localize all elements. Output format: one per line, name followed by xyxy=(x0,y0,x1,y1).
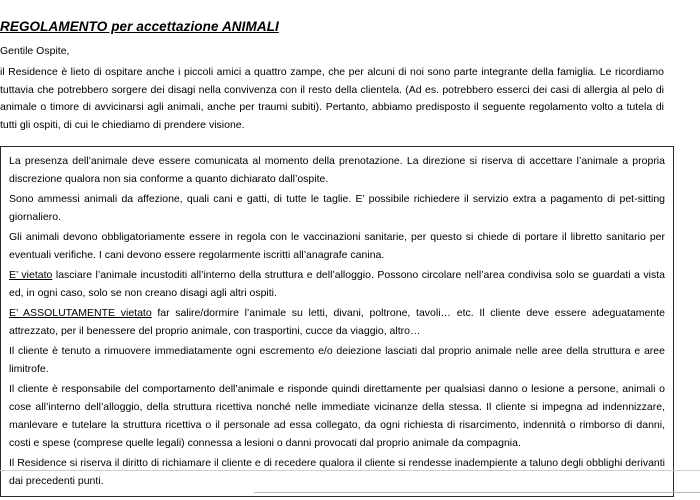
scan-edge-line xyxy=(254,492,700,493)
scan-artifact-line xyxy=(0,470,700,471)
rule-text: Il cliente è tenuto a rimuovere immediatamente ogni escremento e/o deiezione lasciati dal proprio animale nelle aree della struttura e aree limitrofe. xyxy=(9,345,665,375)
rule-text: La presenza dell’animale deve essere comunicata al momento della prenotazione. La direzione si riserva di accettare l’animale a propria discrezione qualora non sia conforme a quanto dichiarato dall’ospite. xyxy=(9,155,665,185)
rule-item xyxy=(9,342,665,378)
rule-item xyxy=(9,228,665,264)
rule-item xyxy=(9,152,665,188)
rule-item xyxy=(9,380,665,452)
rule-item xyxy=(9,190,665,226)
intro-text: il Residence è lieto di ospitare anche i piccoli amici a quattro zampe, che per alcuni di noi sono parte integrante della famiglia. Le ricordiamo tuttavia che potrebbero sorgere dei disagi nella convivenza con il resto della clientela. (Ad es. potrebbero esserci dei casi di allergia al pelo di animale o timore di avvicinarsi agli animali, anche per traumi subiti). Pertanto, abbiamo predisposto il seguente regolamento volto a tutela di tutti gli ospiti, di cui le chiediamo di prendere visione. xyxy=(0,66,664,131)
rule-item xyxy=(9,454,665,490)
page-title: REGOLAMENTO per accettazione ANIMALI xyxy=(0,19,279,34)
rule-text: Il Residence si riserva il diritto di richiamare il cliente e di recedere qualora il cliente si rendesse inadempiente a taluno degli obblighi derivanti dai precedenti punti. xyxy=(9,457,665,487)
rule-text: Sono ammessi animali da affezione, quali cani e gatti, di tutte le taglie. E’ possibile richiedere il servizio extra a pagamento di pet-sitting giornaliero. xyxy=(9,193,665,223)
rule-emphasis: E’ ASSOLUTAMENTE vietato xyxy=(9,307,152,319)
rule-emphasis: E’ vietato xyxy=(9,269,53,281)
rule-text: Gli animali devono obbligatoriamente essere in regola con le vaccinazioni sanitarie, per questo si chiede di portare il libretto sanitario per eventuali verifiche. I cani devono essere regolarmente iscritti all’anagrafe canina. xyxy=(9,231,665,261)
rule-text: lasciare l’animale incustoditi all’interno della struttura e dell’alloggio. Possono circolare nell’area condivisa solo se guardati a vista ed, in ogni caso, solo se non creano disagi agli altri ospiti. xyxy=(9,269,665,299)
rule-text: far salire/dormire l’animale su letti, divani, poltrone, tavoli… etc. Il cliente deve essere adeguatamente attrezzato, per il benessere del proprio animale, con trasportini, cucce da viaggio, altro… xyxy=(9,307,665,337)
rule-item xyxy=(9,304,665,340)
rules-box xyxy=(0,146,674,497)
salutation-text: Gentile Ospite, xyxy=(0,45,70,57)
intro-paragraph xyxy=(0,64,664,134)
rule-text: Il cliente è responsabile del comportamento dell’animale e risponde quindi direttamente per qualsiasi danno o lesione a persone, animali o cose all’interno dell’alloggio, della struttura ricettiva nonché nelle immediate vicinanze della stessa. Il cliente si impegna ad indennizzare, manlevare e tutelare la struttura ricettiva o il personale ad essa collegato, da ogni richiesta di risarcimento, indennità o rimborso di danni, costi e spese (comprese quelle legali) connessa a lesioni o danni provocati dal proprio animale da compagnia. xyxy=(9,383,665,449)
rule-item xyxy=(9,266,665,302)
